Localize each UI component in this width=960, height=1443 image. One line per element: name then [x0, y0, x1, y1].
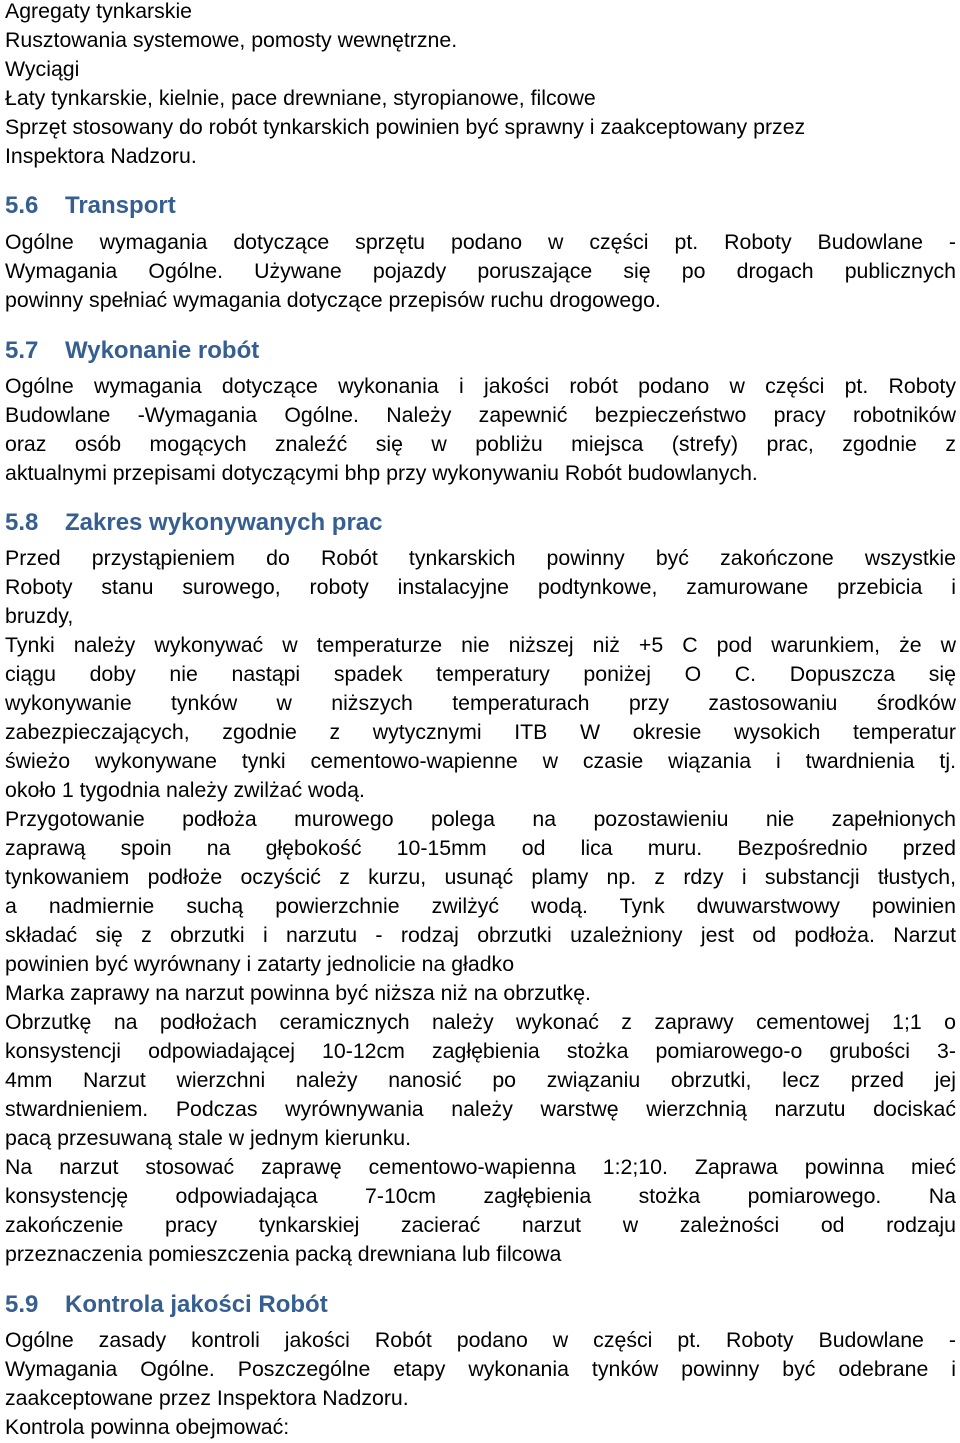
paragraph-line: powinien być wyrównany i zatarty jednolicie na gładko — [5, 952, 515, 976]
section-number: 5.6 — [5, 192, 39, 219]
paragraph-line: aktualnymi przepisami dotyczącymi bhp przy wykonywaniu Robót budowlanych. — [5, 461, 758, 485]
paragraph-line: Ogólne wymagania dotyczące sprzętu podano w części pt. Roboty Budowlane - — [5, 230, 956, 254]
paragraph-line: konsystencji odpowiadającej 10-12cm zagłębienia stożka pomiarowego-o grubości 3- — [5, 1039, 956, 1063]
paragraph-line: zaprawą spoin na głębokość 10-15mm od lica muru. Bezpośrednio przed — [5, 836, 956, 860]
intro-line-rusztowania: Rusztowania systemowe, pomosty wewnętrzne. — [5, 28, 458, 52]
section-title: Kontrola jakości Robót — [65, 1291, 328, 1318]
paragraph-line: konsystencję odpowiadająca 7-10cm zagłębienia stożka pomiarowego. Na — [5, 1184, 956, 1208]
section-number: 5.7 — [5, 337, 39, 364]
section-title: Zakres wykonywanych prac — [65, 509, 383, 536]
paragraph-line: Przed przystąpieniem do Robót tynkarskich powinny być zakończone wszystkie — [5, 546, 956, 570]
paragraph-line: oraz osób mogących znaleźć się w pobliżu miejsca (strefy) prac, zgodnie z — [5, 432, 956, 456]
section-heading-wykonanie-robot — [5, 336, 259, 366]
paragraph-line: składać się z obrzutki i narzutu - rodzaj obrzutki uzależniony jest od podłoża. Narzut — [5, 923, 956, 947]
paragraph-line: ciągu doby nie nastąpi spadek temperatury poniżej O C. Dopuszcza się — [5, 662, 956, 686]
paragraph-line: przeznaczenia pomieszczenia packą drewniana lub filcowa — [5, 1242, 562, 1266]
paragraph-line: Kontrola powinna obejmować: — [5, 1415, 290, 1439]
paragraph-line: Przygotowanie podłoża murowego polega na pozostawieniu nie zapełnionych — [5, 807, 956, 831]
paragraph-line: Budowlane -Wymagania Ogólne. Należy zapewnić bezpieczeństwo pracy robotników — [5, 403, 956, 427]
section-title: Wykonanie robót — [65, 337, 260, 364]
section-title: Transport — [65, 192, 176, 219]
paragraph-line: Ogólne wymagania dotyczące wykonania i jakości robót podano w części pt. Roboty — [5, 374, 956, 398]
paragraph-line: świeżo wykonywane tynki cementowo-wapienne w czasie wiązania i twardnienia tj. — [5, 749, 956, 773]
paragraph-line: zakończenie pracy tynkarskiej zacierać narzut w zależności od rodzaju — [5, 1213, 956, 1237]
intro-line-sprzet: Sprzęt stosowany do robót tynkarskich powinien być sprawny i zaakceptowany przez — [5, 115, 806, 139]
paragraph-line: Tynki należy wykonywać w temperaturze nie niższej niż +5 C pod warunkiem, że w — [5, 633, 956, 657]
paragraph-line: zabezpieczających, zgodnie z wytycznymi ITB W okresie wysokich temperatur — [5, 720, 956, 744]
paragraph-line: Ogólne zasady kontroli jakości Robót podano w części pt. Roboty Budowlane - — [5, 1328, 956, 1352]
paragraph-line: powinny spełniać wymagania dotyczące przepisów ruchu drogowego. — [5, 288, 661, 312]
paragraph-line: około 1 tygodnia należy zwilżać wodą. — [5, 778, 365, 802]
paragraph-line: a nadmiernie suchą powierzchnie zwilżyć wodą. Tynk dwuwarstwowy powinien — [5, 894, 956, 918]
paragraph-line: pacą przesuwaną stale w jednym kierunku. — [5, 1126, 412, 1150]
paragraph-line: Roboty stanu surowego, roboty instalacyjne podtynkowe, zamurowane przebicia i — [5, 575, 956, 599]
paragraph-line: bruzdy, — [5, 604, 74, 628]
section-heading-transport — [5, 191, 176, 221]
section-number: 5.9 — [5, 1291, 39, 1318]
section-number: 5.8 — [5, 509, 39, 536]
paragraph-line: 4mm Narzut wierzchni należy nanosić po związaniu obrzutki, lecz przed jej — [5, 1068, 956, 1092]
paragraph-line: zaakceptowane przez Inspektora Nadzoru. — [5, 1386, 409, 1410]
paragraph-line: wykonywanie tynków w niższych temperaturach przy zastosowaniu środków — [5, 691, 956, 715]
intro-line-inspektora: Inspektora Nadzoru. — [5, 144, 197, 168]
section-heading-kontrola-jakosci — [5, 1290, 328, 1320]
paragraph-line: Marka zaprawy na narzut powinna być niższa niż na obrzutkę. — [5, 981, 591, 1005]
section-heading-zakres-prac — [5, 508, 382, 538]
paragraph-line: stwardnieniem. Podczas wyrównywania należy warstwę wierzchnią narzutu dociskać — [5, 1097, 956, 1121]
paragraph-line: Wymagania Ogólne. Poszczególne etapy wykonania tynków powinny być odebrane i — [5, 1357, 956, 1381]
intro-line-wyciagi: Wyciągi — [5, 57, 80, 81]
paragraph-line: Wymagania Ogólne. Używane pojazdy poruszające się po drogach publicznych — [5, 259, 956, 283]
paragraph-line: tynkowaniem podłoże oczyścić z kurzu, usunąć plamy np. z rdzy i substancji tłustych, — [5, 865, 956, 889]
intro-line-laty: Łaty tynkarskie, kielnie, pace drewniane, styropianowe, filcowe — [5, 86, 596, 110]
paragraph-line: Obrzutkę na podłożach ceramicznych należy wykonać z zaprawy cementowej 1;1 o — [5, 1010, 956, 1034]
intro-line-agregaty: Agregaty tynkarskie — [5, 0, 193, 23]
paragraph-line: Na narzut stosować zaprawę cementowo-wapienna 1:2;10. Zaprawa powinna mieć — [5, 1155, 956, 1179]
